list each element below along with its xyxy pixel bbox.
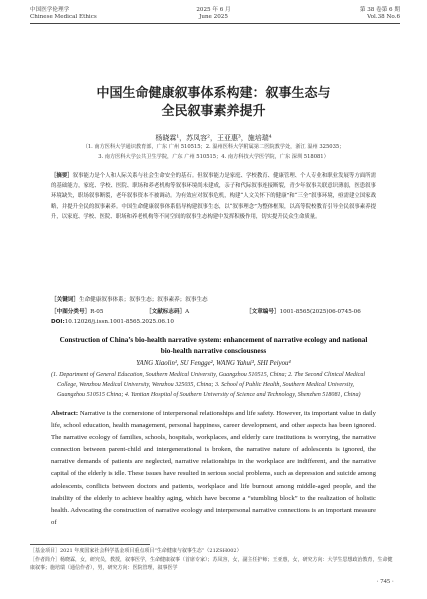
page-number: · 745 · (376, 578, 394, 585)
abstract-en (51, 408, 376, 529)
running-header-volume (360, 7, 400, 21)
title-en-line1: Construction of China’s bio-health narrative system: enhancement of narrative ecology and national (59, 336, 368, 344)
title-en-line2: bio-health narrative consciousness (160, 347, 267, 355)
abstract-en-text: Narrative is the cornerstone of interpersonal relationships and life safety. However, its important value in daily life, school education, health management, personal happiness, career development, and other aspects has been ignored. The narrative ecology of families, schools, hospitals, workplaces, and elderly care institutions is worrying, the narrative connection between parent-child and intergenerational is broken, the narrative nature of adolescents is ignored, the narrative demands of patients are neglected, narrative relationships in the workplace are indifferent, and the narrative capital of the elderly is idle. These issues have resulted in serious social problems, such as depression and suicide among adolescents, conflicts between doctors and patients, workplace and life burnout among middle-aged people, and the inability of the elderly to achieve healthy aging, which have become a “stumbling block” to the realization of holistic health. Advocating the construction of narrative ecology and interpersonal narrative connections is an important measure of (51, 410, 377, 526)
authors-en: YANG Xiaolin¹, SU Fengge², WANG Yahui³, SHI Peiyou⁴ (136, 360, 291, 367)
footnote-divider (30, 544, 150, 545)
journal-name-en: Chinese Medical Ethics (30, 14, 97, 20)
volume-en: Vol.38 No.6 (367, 14, 400, 20)
title-cn-line2: 全民叙事素养提升 (161, 104, 266, 119)
doi (51, 319, 174, 325)
article-identifiers (51, 307, 381, 315)
header-divider (30, 23, 400, 24)
classification-number: ［中图分类号］R-05 (51, 309, 104, 315)
journal-name-cn: 中国医学伦理学 (30, 7, 70, 13)
affiliation-cn-line1: （1. 南方医科大学通识教育部，广东 广州 510515；2. 温州医科大学附属第二医院教学处，浙江 温州 325035； (82, 144, 345, 150)
abstract-cn-label: ［摘要］ (51, 173, 73, 179)
abstract-cn-text: 叙事能力是个人和人际关系与社会生命安全的基石。但叙事能力是家庭、学校教育、健康管理、个人专业和职业发展等方面所需的基础能力，家庭、学校、医院、职场和养老机构等叙事环境尚未建成，亲子和代际叙事连接断裂，青少年叙事关联意识薄弱，医患叙事环境缺失，职场叙事断裂，老年叙事资本不被调动。为有效应对叙事危机，构建“人文关怀下的健康”和“三全”叙事环境，亟需建立国家战略，并提升全民的叙事素养。中国生命健康叙事体系倡导构建叙事生态，以“叙事理念”为整体框架，以高等院校教育引导全民叙事素养提升，以家庭、学校、医院、职场和养老机构等不同空间的叙事生态构建中发挥积极作用，切实提升民众生命质量。 (51, 173, 376, 220)
title-cn-line1: 中国生命健康叙事体系构建：叙事生态与 (96, 86, 331, 101)
affiliation-cn-line2: 3. 南方医科大学公共卫生学院，广东 广州 510515；4. 南方科技大学医学院，广东 深圳 518081） (98, 154, 329, 160)
issue-date-cn: 2025 年 6 月 (196, 7, 231, 13)
abstract-cn (51, 171, 376, 222)
issue-date-en: June 2025 (199, 14, 228, 20)
keywords-cn-text: 生命健康叙事体系；叙事生态；叙事素养；叙事生态 (78, 297, 208, 303)
abstract-en-label: Abstract: (51, 410, 79, 417)
keywords-cn-label: ［关键词］ (51, 297, 79, 303)
footnote-fund: ［基金项目］2021 年度国家社会科学基金项目重点项目“生命健康与叙事生态”（21ZSH002） (30, 548, 242, 554)
doi-label: DOI: (51, 319, 65, 325)
doi-value[interactable]: 10.12026/j.issn.1001-8565.2025.06.10 (64, 319, 174, 325)
authors-cn: 杨晓霖¹，苏凤容²，王亚惠³，施培瑞⁴ (155, 134, 272, 142)
document-code: ［文献标志码］A (146, 309, 190, 315)
footnote-author: ［作者简介］杨晓霖，女，研究员，教授，叙事医学，生命健康叙事（首席专家）；苏凤容，女，副主任护师；王亚惠，女，研究方向：大学生思想政治教育，生命健康叙事；施培瑞（通信作者），男，研究方向：医院管理，叙事医学 (30, 557, 393, 571)
volume-cn: 第 38 卷第 6 期 (359, 7, 400, 13)
keywords-cn (51, 295, 376, 303)
affiliation-en: (1. Department of General Education, Southern Medical University, Guangzhou 510515, China; 2. The Second Clinical Medical College, Wenzhou Medical University, Wenzhou 325035, China; 3. School of Public Health, Southern Medical University, Guangzhou 510515 China; 4. Yantian Hospital of Southern University of Science and Technology, Shenzhen 518081, China) (51, 372, 366, 399)
article-number: ［文章编号］1001-8565(2025)06-0745-06 (246, 309, 361, 315)
